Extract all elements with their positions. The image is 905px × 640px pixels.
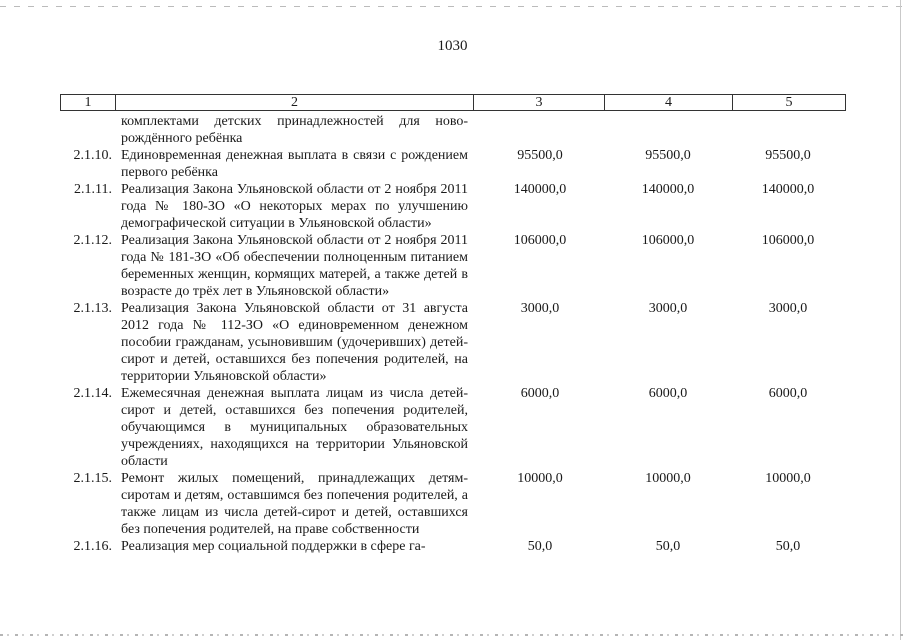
row-description: Реализация мер социальной поддержки в сфере га- — [121, 539, 426, 554]
row-value-col4: 106000,0 — [641, 233, 695, 248]
row-number: 2.1.12. — [73, 233, 112, 248]
table-body — [0, 113, 905, 555]
row-value-col3: 140000,0 — [513, 182, 567, 197]
scan-edge-top — [0, 6, 905, 7]
column-header-4: 4 — [665, 95, 672, 110]
row-description: комплектами детских принадлежностей для ново-рождённого ребёнка — [121, 114, 468, 146]
table-row — [0, 385, 905, 470]
row-number: 2.1.14. — [73, 386, 112, 401]
row-value-col5: 106000,0 — [761, 233, 815, 248]
scan-edge-bottom — [0, 634, 905, 636]
row-description: Ежемесячная денежная выплата лицам из числа детей-сирот и детей, оставшихся без попечения родителей, обучающимся в муниципальных образовательных учреждениях, находящихся на территории Ульяновской области — [121, 386, 468, 469]
row-value-col4: 140000,0 — [641, 182, 695, 197]
table-column-header — [60, 94, 846, 111]
row-number: 2.1.13. — [73, 301, 112, 316]
table-row — [0, 147, 905, 181]
page-number: 1030 — [437, 38, 468, 54]
row-description: Единовременная денежная выплата в связи с рождением первого ребёнка — [121, 148, 468, 180]
column-header-2: 2 — [291, 95, 298, 110]
row-value-col4: 50,0 — [655, 539, 681, 554]
row-value-col3: 10000,0 — [517, 471, 563, 486]
row-description: Реализация Закона Ульяновской области от 2 ноября 2011 года № 180-ЗО «О некоторых мерах по улучшению демографической ситуации в Ульяновской области» — [121, 182, 468, 231]
row-description: Реализация Закона Ульяновской области от 31 августа 2012 года № 112-ЗО «О единовременном денежном пособии гражданам, усыновившим (удочеривших) детей-сирот и детей, оставшихся без попечения родителей, на территории Ульяновской области» — [121, 301, 468, 384]
table-row — [0, 538, 905, 555]
row-value-col5: 50,0 — [775, 539, 801, 554]
row-value-col3: 106000,0 — [513, 233, 567, 248]
column-header-1: 1 — [84, 95, 92, 110]
row-value-col4: 95500,0 — [645, 148, 691, 163]
row-value-col3: 6000,0 — [520, 386, 560, 401]
row-value-col4: 3000,0 — [648, 301, 688, 316]
row-number: 2.1.10. — [73, 148, 112, 163]
table-row — [0, 181, 905, 232]
row-value-col5: 95500,0 — [765, 148, 811, 163]
row-value-col5: 3000,0 — [768, 301, 808, 316]
column-header-5: 5 — [785, 95, 793, 110]
row-value-col5: 6000,0 — [768, 386, 808, 401]
row-number: 2.1.11. — [74, 182, 112, 197]
table-row — [0, 113, 905, 147]
row-number: 2.1.16. — [73, 539, 112, 554]
table-row — [0, 300, 905, 385]
row-description: Реализация Закона Ульяновской области от 2 ноября 2011 года № 181-ЗО «Об обеспечении полноценным питанием беременных женщин, кормящих матерей, а также детей в возрасте до трёх лет в Ульяновской области» — [121, 233, 468, 299]
row-value-col5: 140000,0 — [761, 182, 815, 197]
row-value-col4: 10000,0 — [645, 471, 691, 486]
row-number: 2.1.15. — [73, 471, 112, 486]
row-value-col5: 10000,0 — [765, 471, 811, 486]
row-value-col3: 3000,0 — [520, 301, 560, 316]
row-value-col4: 6000,0 — [648, 386, 688, 401]
table-row — [0, 232, 905, 300]
table-row — [0, 470, 905, 538]
row-value-col3: 95500,0 — [517, 148, 563, 163]
row-value-col3: 50,0 — [527, 539, 553, 554]
column-header-3: 3 — [535, 95, 543, 110]
row-description: Ремонт жилых помещений, принадлежащих детям-сиротам и детям, оставшимся без попечения родителей, а также лицам из числа детей-сирот и детей, оставшихся без попечения родителей, на праве собственности — [121, 471, 468, 537]
